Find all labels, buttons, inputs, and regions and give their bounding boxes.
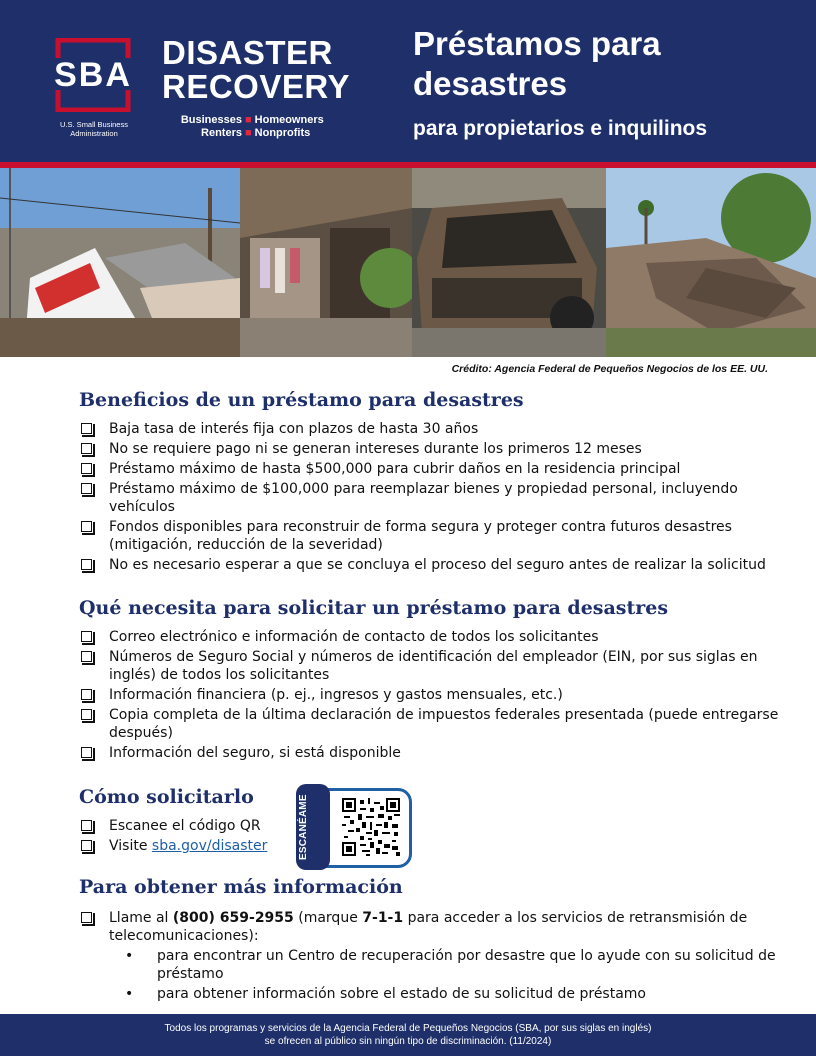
- checkbox-icon: [81, 483, 92, 494]
- page-title-line2: desastres: [413, 65, 568, 102]
- benefits-title: Beneficios de un préstamo para desastres: [79, 389, 524, 411]
- footer-line1: Todos los programas y servicios de la Agencia Federal de Pequeños Negocios (SBA, por sus siglas en inglés): [164, 1023, 652, 1034]
- checkbox-icon: [81, 631, 92, 642]
- footer-line2: se ofrecen al público sin ningún tipo de discriminación. (11/2024): [264, 1036, 552, 1047]
- checkbox-icon: [81, 709, 92, 720]
- list-item: No es necesario esperar a que se concluya el proceso del seguro antes de realizar la solicitud: [79, 556, 779, 574]
- list-item: Números de Seguro Social y números de identificación del empleador (EIN, por sus siglas en inglés) de todos los solicitantes: [79, 648, 779, 684]
- page-subtitle: para propietarios e inquilinos: [413, 117, 708, 140]
- relay-code: 7-1-1: [362, 910, 404, 926]
- checkbox-icon: [81, 559, 92, 570]
- program-title-line1: DISASTER: [162, 34, 333, 71]
- list-item: Préstamo máximo de hasta $500,000 para cubrir daños en la residencia principal: [79, 460, 779, 478]
- requirements-list: [79, 628, 779, 764]
- checkbox-icon: [81, 747, 92, 758]
- list-item: Visite sba.gov/disaster: [79, 837, 299, 855]
- list-item: Llame al (800) 659-2955 (marque 7-1-1 para acceder a los servicios de retransmisión de telecomunicaciones): • para encontrar un Centro de recuperación por desastre que lo ayude con su solicitud de préstamo • para obtener información sobre el estado de su solicitud de préstamo: [79, 909, 779, 1003]
- program-title: [162, 36, 350, 104]
- list-item: • para obtener información sobre el estado de su solicitud de préstamo: [109, 985, 779, 1003]
- list-item: No se requiere pago ni se generan intereses durante los primeros 12 meses: [79, 440, 779, 458]
- checkbox-icon: [81, 820, 92, 831]
- audience-renters: Renters: [201, 127, 242, 139]
- logo-subtitle: U.S. Small Business Administration: [60, 120, 128, 138]
- qr-scan-tab: [296, 784, 330, 870]
- program-title-line2: RECOVERY: [162, 68, 350, 105]
- photo-credit: Crédito: Agencia Federal de Pequeños Negocios de los EE. UU.: [451, 363, 768, 375]
- benefits-list: [79, 420, 779, 576]
- list-item: Préstamo máximo de $100,000 para reemplazar bienes y propiedad personal, incluyendo vehículos: [79, 480, 779, 516]
- list-item: Información financiera (p. ej., ingresos y gastos mensuales, etc.): [79, 686, 779, 704]
- svg-text:SBA: SBA: [54, 56, 132, 94]
- photo-strip: [0, 168, 816, 357]
- list-item: Escanee el código QR: [79, 817, 299, 835]
- audience-list: Businesses ■ Homeowners Renters ■ Nonprofits: [170, 114, 324, 140]
- header-banner: [0, 0, 816, 162]
- more-info-sublist: [109, 947, 779, 1003]
- burned-car-photo: [412, 168, 606, 357]
- checkbox-icon: [81, 521, 92, 532]
- sba-disaster-link[interactable]: sba.gov/disaster: [151, 838, 268, 854]
- sba-logo: [48, 38, 138, 112]
- checkbox-icon: [81, 651, 92, 662]
- list-item: Baja tasa de interés fija con plazos de hasta 30 años: [79, 420, 779, 438]
- footer: [0, 1014, 816, 1056]
- checkbox-icon: [81, 463, 92, 474]
- qr-code-icon[interactable]: [342, 798, 400, 856]
- more-info-list: [79, 909, 779, 1005]
- checkbox-icon: [81, 423, 92, 434]
- audience-businesses: Businesses: [180, 114, 242, 126]
- audience-homeowners: Homeowners: [254, 114, 324, 126]
- list-item: Fondos disponibles para reconstruir de forma segura y proteger contra futuros desastres (mitigación, reducción de la severidad): [79, 518, 779, 554]
- collapsed-roof-photo: [606, 168, 816, 357]
- apply-title: Cómo solicitarlo: [79, 786, 254, 808]
- requirements-title: Qué necesita para solicitar un préstamo para desastres: [79, 597, 669, 619]
- apply-list: [79, 817, 299, 857]
- list-item: • para encontrar un Centro de recuperación por desastre que lo ayude con su solicitud de préstamo: [109, 947, 779, 983]
- damaged-interior-photo: [240, 168, 412, 357]
- audience-nonprofits: Nonprofits: [254, 127, 311, 139]
- page-title-line1: Préstamos para: [413, 25, 661, 62]
- destroyed-house-photo: [0, 168, 240, 357]
- list-item: Correo electrónico e información de contacto de todos los solicitantes: [79, 628, 779, 646]
- checkbox-icon: [81, 840, 92, 851]
- more-info-title: Para obtener más información: [79, 876, 403, 898]
- checkbox-icon: [81, 912, 92, 923]
- qr-code-block[interactable]: [296, 784, 416, 870]
- phone-number[interactable]: (800) 659-2955: [172, 910, 294, 926]
- list-item: Copia completa de la última declaración de impuestos federales presentada (puede entregarse después): [79, 706, 779, 742]
- qr-scan-label: ESCANÉAME: [298, 794, 309, 860]
- checkbox-icon: [81, 443, 92, 454]
- page-title: [413, 24, 661, 104]
- checkbox-icon: [81, 689, 92, 700]
- list-item: Información del seguro, si está disponible: [79, 744, 779, 762]
